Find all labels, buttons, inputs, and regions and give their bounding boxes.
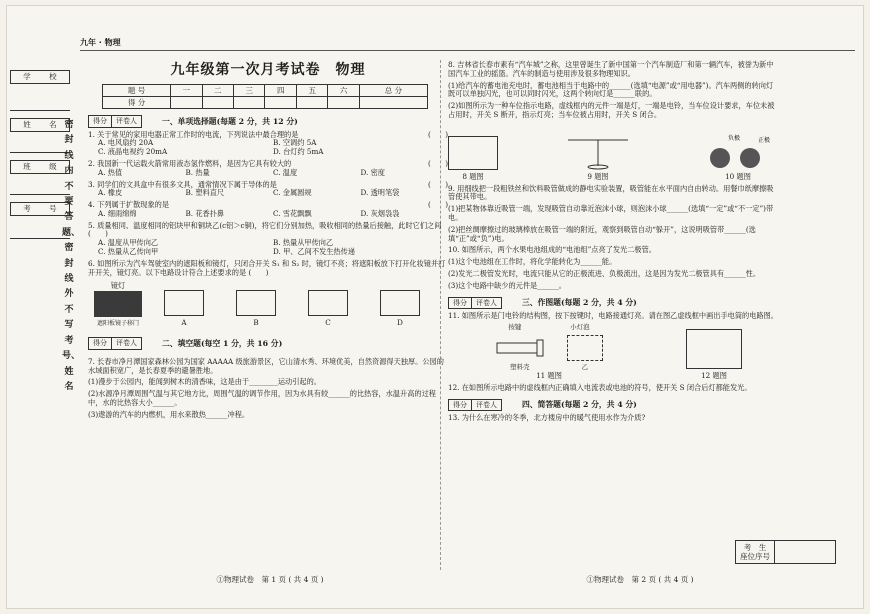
figure-caption: 8 题图	[462, 171, 484, 181]
score-blank	[265, 97, 296, 109]
score-table-cell: 二	[202, 85, 233, 97]
circuit-a	[148, 290, 220, 328]
section-1-header	[88, 115, 448, 128]
class-label: 班 级	[10, 160, 70, 174]
option-label: D	[397, 317, 403, 327]
question-3-options	[88, 189, 448, 198]
figure-8	[448, 136, 498, 182]
grader-reviewer-label: 评卷人	[116, 339, 137, 348]
option: D. 密度	[360, 167, 385, 177]
score-table-cell: 一	[171, 85, 202, 97]
option: A. 电风扇约 20A	[98, 138, 154, 148]
figure-12	[686, 329, 742, 381]
figure-9	[563, 134, 633, 182]
option: D. 甲、乙间不发生热传递	[273, 246, 355, 256]
option-label: B	[253, 317, 259, 327]
figure-11	[484, 324, 614, 381]
section-4-header	[448, 399, 778, 412]
option: A. 温度从甲传向乙	[98, 238, 159, 248]
circuit-diagram	[686, 329, 742, 369]
figure-caption: 9 题图	[587, 171, 609, 181]
option: A. 橡皮	[98, 188, 123, 198]
figure-label: 镜灯	[110, 281, 126, 291]
score-table-cell: 六	[328, 85, 359, 97]
figure-caption: 11 题图	[536, 371, 562, 381]
circuit-diagram	[236, 290, 276, 316]
question-6	[88, 260, 448, 278]
score-table-cell: 四	[265, 85, 296, 97]
grader-reviewer-label: 评卷人	[476, 400, 497, 409]
option: D. 台灯约 5mA	[273, 147, 324, 157]
stamp-label: 考 生	[743, 543, 767, 552]
score-blank	[296, 97, 327, 109]
answer-paren: ( )	[428, 179, 448, 189]
circuit-d	[364, 290, 436, 328]
header-rule	[80, 50, 855, 51]
school-label: 学 校	[10, 70, 70, 84]
question-9-1: (1)把某物体靠近吸管一端，发现吸管自动靠近泡沫小球，则泡沫小球______(选填“一定”或“不一定”)带电。	[448, 204, 774, 223]
section-2-header	[88, 337, 448, 350]
class-line	[10, 194, 70, 195]
option-label: A	[181, 317, 187, 327]
question-7: 7. 长春市净月潭国家森林公园为国家 AAAAA 级旅游景区，它山清水秀、环境优美，自然资源得天独厚。公园的水域面积宽广，是长春夏季的避暑胜地。	[88, 356, 444, 375]
circuit-diagram	[380, 290, 420, 316]
page-1-footer: ①物理试卷 第 1 页 ( 共 4 页 )	[216, 575, 324, 584]
question-7-2: (2)水源净月潭周围气温与其它地方比，周围气温的调节作用，因为水具有较______的比热容，水温升高的过程中，水的比热容大小______。	[88, 389, 436, 407]
score-table-cell: 五	[296, 85, 327, 97]
figure-label: 遮阳板镜子移门	[96, 320, 139, 328]
score-blank	[328, 97, 359, 109]
question-text: 4. 下列属于扩散现象的是	[88, 200, 170, 210]
question-text: 2. 我国新一代运载火箭常用液态氢作燃料，是因为它具有较大的	[88, 158, 292, 168]
option: C. 金属圆规	[273, 188, 312, 198]
option: C. 温度	[273, 167, 298, 177]
name-line	[10, 152, 70, 153]
seat-number-box	[735, 540, 836, 564]
name-label: 姓 名	[10, 118, 70, 132]
option: A. 细雨绵绵	[98, 208, 137, 218]
score-table-cell: 三	[234, 85, 265, 97]
option: B. 空调约 5A	[273, 138, 317, 148]
question-6-figures	[88, 281, 448, 327]
grader-score-label: 得分	[89, 338, 112, 349]
score-table-cell: 得 分	[103, 97, 171, 109]
question-10-3: (3)这个电路中缺少的元件是______。	[448, 280, 566, 290]
option: A. 热值	[98, 167, 123, 177]
figure-label: 小灯泡	[570, 323, 590, 332]
question-text: 6. 如图所示为汽车驾驶室内的遮阳板和镜灯，只闭合开关 S₁ 和 S₂ 时，镜灯不亮；将遮阳板放下打开化妆镜并打开开关，镜灯亮。以下电路设计符合上述要求的是	[88, 258, 446, 277]
grader-box	[448, 297, 502, 310]
question-text: 1. 关于常见的家用电器正常工作时的电流，下列说法中最合理的是	[88, 129, 299, 139]
seat-label	[736, 541, 775, 563]
seat-number-blank	[775, 541, 835, 563]
question-5-options	[88, 239, 448, 257]
question-12: 12. 在如图所示电路中的虚线框内正确填入电流表或电池的符号，使开关 S 闭合后灯都能发光。	[448, 382, 752, 392]
question-5	[88, 222, 448, 240]
answer-paren: ( )	[88, 229, 108, 239]
question-text: 5. 质量相同、温度相同的铝块甲和铜块乙(c铝＞c铜)，将它们分别加热，吸收相同的热量后接触，此时它们之间	[88, 220, 442, 230]
option: C. 雪花飘飘	[273, 208, 312, 218]
flashlight-drawings	[484, 332, 614, 364]
page-1	[88, 58, 448, 420]
page-2-footer: ①物理试卷 第 2 页 ( 共 4 页 )	[586, 575, 694, 584]
option: B. 热量从甲传向乙	[273, 238, 334, 248]
school-line	[10, 110, 70, 111]
section-4-title: 四、简答题(每题 2 分，共 4 分)	[522, 400, 637, 410]
answer-paren: ( )	[248, 267, 269, 277]
section-3-header	[448, 297, 778, 310]
question-2	[88, 160, 448, 169]
flashlight-drawing	[495, 335, 545, 361]
answer-paren: ( )	[428, 129, 448, 139]
figure-label: 按键	[508, 323, 522, 332]
section-3-title: 三、作图题(每题 2 分，共 4 分)	[522, 298, 637, 308]
section-1-title: 一、单项选择题(每题 2 分，共 12 分)	[162, 116, 298, 126]
seal-line-notice: 密封线内不要答题、密封线外不写考号、姓名	[62, 120, 81, 392]
option: C. 液晶电视约 20mA	[98, 147, 168, 157]
grader-box	[88, 115, 142, 128]
option: D. 灰烟袅袅	[360, 208, 400, 218]
question-9-2: (2)把丝绸摩擦过的玻璃棒放在吸管一端的附近，观察到吸管自动“躲开”，这说明吸管带______(选填“正”或“负”)电。	[448, 224, 756, 243]
visor-image	[94, 291, 142, 317]
figure-label: 正极	[758, 137, 771, 145]
circuit-c	[292, 290, 364, 328]
figure-caption: 12 题图	[701, 371, 727, 381]
circuit-b	[220, 290, 292, 328]
circuit-diagram	[308, 290, 348, 316]
score-table-cell: 题 号	[103, 85, 171, 97]
exam-number-line	[10, 238, 70, 239]
question-10: 10. 如图所示，两个水果电池组成的“电池组”点亮了发光二极管。	[448, 245, 656, 255]
grader-box	[88, 337, 142, 350]
figure-label: 乙	[581, 363, 588, 372]
question-7-3: (3)遨游的汽车的内燃机，用水来散热______冲程。	[88, 409, 250, 419]
question-8: 8. 吉林省长春市素有“汽车城”之称，这里曾诞生了新中国第一个汽车制造厂和第一辆汽车，被誉为新中国汽车工业的摇篮。汽车的制造与使用涉及很多物理知识。	[448, 60, 774, 78]
option: B. 花香扑鼻	[185, 208, 225, 218]
question-10-2: (2)发光二极管发光时，电流只能从它的正极流进、负极流出，这是因为发光二极管具有______性。	[448, 268, 761, 278]
question-11: 11. 如图所示是门电铃的结构图，按下按键时，电路接通灯亮。请在图乙虚线框中画出手电筒的电路图。	[448, 311, 778, 321]
question-2-options	[88, 169, 448, 178]
question-8-1: (1)给汽车的蓄电池充电时，蓄电池相当于电路中的______(选填“电源”或“用电器”)。汽车两侧的转向灯既可以单独闪光，也可以同时闪光，这两个转向灯是______联的。	[448, 80, 774, 99]
grader-score-label: 得分	[449, 298, 472, 309]
score-table-cell: 总 分	[359, 85, 427, 97]
q8-10-figures	[448, 124, 778, 182]
question-13: 13. 为什么在寒冷的冬季，北方楼房中的暖气使用水作为介质?	[448, 413, 646, 423]
figure-10	[698, 130, 778, 182]
option: C. 热量从乙传向甲	[98, 246, 159, 256]
grader-score-label: 得分	[89, 116, 112, 127]
figure-caption: 10 题图	[725, 171, 751, 181]
figure-label: 负极	[728, 135, 741, 143]
option: B. 塑料直尺	[185, 188, 225, 198]
grader-box	[448, 399, 502, 412]
score-table	[102, 84, 428, 109]
question-10-1: (1)这个电池组在工作时，将化学能转化为______能。	[448, 257, 617, 267]
question-text: 3. 同学们的文具盒中有很多文具，通常情况下属于导体的是	[88, 179, 277, 189]
flashlight-labels	[484, 324, 614, 332]
fruit-battery	[698, 130, 778, 170]
question-1-options	[88, 139, 448, 157]
question-7-1: (1)漫步于公园内，能闻到树木的清香味，这是由于________运动引起的。	[88, 377, 321, 387]
grade-subject-header: 九年 · 物理	[80, 38, 121, 47]
option-label: C	[325, 317, 331, 327]
answer-paren: ( )	[428, 158, 448, 168]
visor-photo	[88, 282, 148, 327]
score-blank	[202, 97, 233, 109]
exam-title: 九年级第一次月考试卷 物理	[170, 62, 366, 78]
answer-box	[567, 335, 603, 361]
question-9: 9. 用细线把一段粗铁丝和饮料吸管做成的静电实验装置，吸管能在水平面内自由转动。用餐巾纸摩擦吸管使其带电。	[448, 183, 774, 202]
stamp-label: 座位序号	[740, 552, 770, 562]
answer-paren: ( )	[428, 200, 448, 210]
grader-reviewer-label: 评卷人	[476, 298, 497, 307]
question-8-2: (2)如图所示为一种车位指示电路，虚线框内的元件一端是灯，一端是电铃，当车位设计要求，车位未被占用时，开关 S 断开，指示灯亮；当车位被占用时，开关 S 闭合。	[448, 101, 775, 119]
page-2	[448, 58, 778, 423]
question-4-options	[88, 210, 448, 219]
exam-number-label: 考 号	[10, 202, 70, 216]
q11-12-figures	[448, 323, 778, 381]
option: B. 热量	[185, 167, 210, 177]
circuit-diagram	[164, 290, 204, 316]
grader-score-label: 得分	[449, 400, 472, 411]
circuit-diagram	[448, 136, 498, 170]
section-2-title: 二、填空题(每空 1 分，共 16 分)	[162, 338, 283, 348]
figure-label: 塑料壳	[510, 363, 530, 372]
straw-apparatus	[563, 134, 633, 170]
option: D. 透明笔袋	[360, 188, 400, 198]
score-blank	[359, 97, 427, 109]
grader-reviewer-label: 评卷人	[116, 117, 137, 126]
score-blank	[171, 97, 202, 109]
score-blank	[234, 97, 265, 109]
